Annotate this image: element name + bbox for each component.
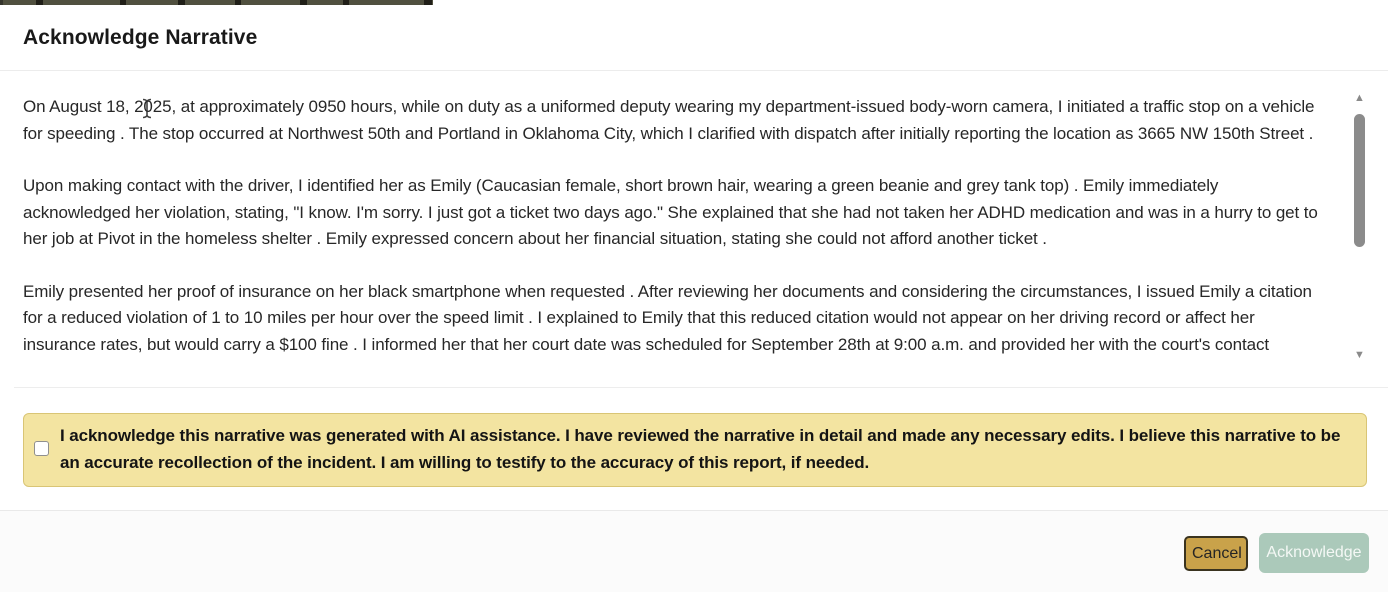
- scrollbar-thumb[interactable]: [1354, 114, 1365, 247]
- narrative-paragraph: Upon making contact with the driver, I identified her as Emily (Caucasian female, short brown hair, wearing a green beanie and grey tank top) . Emily immediately acknowledged her violation, stating, "I know. I'm sorry. I just got a ticket two days ago." She explained that she had not taken her ADHD medication and was in a hurry to get to her job at Pivot in the homeless shelter . Emily expressed concern about her financial situation, stating she could not afford another ticket .: [23, 176, 1318, 248]
- scroll-up-icon[interactable]: ▲: [1354, 92, 1365, 104]
- narrative-bottom-divider: [14, 387, 1388, 388]
- acknowledgment-label: I acknowledge this narrative was generated with AI assistance. I have reviewed the narrative in detail and made any necessary edits. I believe this narrative to be an accurate recollection of the incident. I am willing to testify to the accuracy of this report, if needed.: [60, 426, 1341, 472]
- acknowledge-narrative-dialog: [0, 5, 1388, 592]
- scrollbar[interactable]: [1351, 91, 1368, 367]
- header-divider: [0, 70, 1388, 71]
- acknowledgment-panel: [23, 413, 1367, 487]
- acknowledge-button[interactable]: Acknowledge: [1259, 533, 1369, 573]
- cancel-button[interactable]: Cancel: [1184, 536, 1248, 571]
- dialog-footer: [0, 511, 1388, 592]
- narrative-scroll-area[interactable]: [23, 94, 1325, 375]
- scroll-down-icon[interactable]: ▼: [1354, 349, 1365, 361]
- acknowledgment-checkbox[interactable]: [34, 441, 49, 456]
- narrative-paragraph: On August 18, 2025, at approximately 0950 hours, while on duty as a uniformed deputy wearing my department-issued body-worn camera, I initiated a traffic stop on a vehicle for speeding . The stop occurred at Northwest 50th and Portland in Oklahoma City, which I clarified with dispatch after initially reporting the location as 3665 NW 150th Street .: [23, 97, 1315, 143]
- narrative-paragraph: Emily presented her proof of insurance on her black smartphone when requested . After reviewing her documents and considering the circumstances, I issued Emily a citation for a reduced violation of 1 to 10 miles per hour over the speed limit . I explained to Emily that this reduced citation would not appear on her driving record or affect her insurance rates, but would carry a $100 fine . I informed her that her court date was scheduled for September 28th at 9:00 a.m. and provided her with the court's contact: [23, 281, 1312, 354]
- dialog-title: Acknowledge Narrative: [23, 26, 258, 49]
